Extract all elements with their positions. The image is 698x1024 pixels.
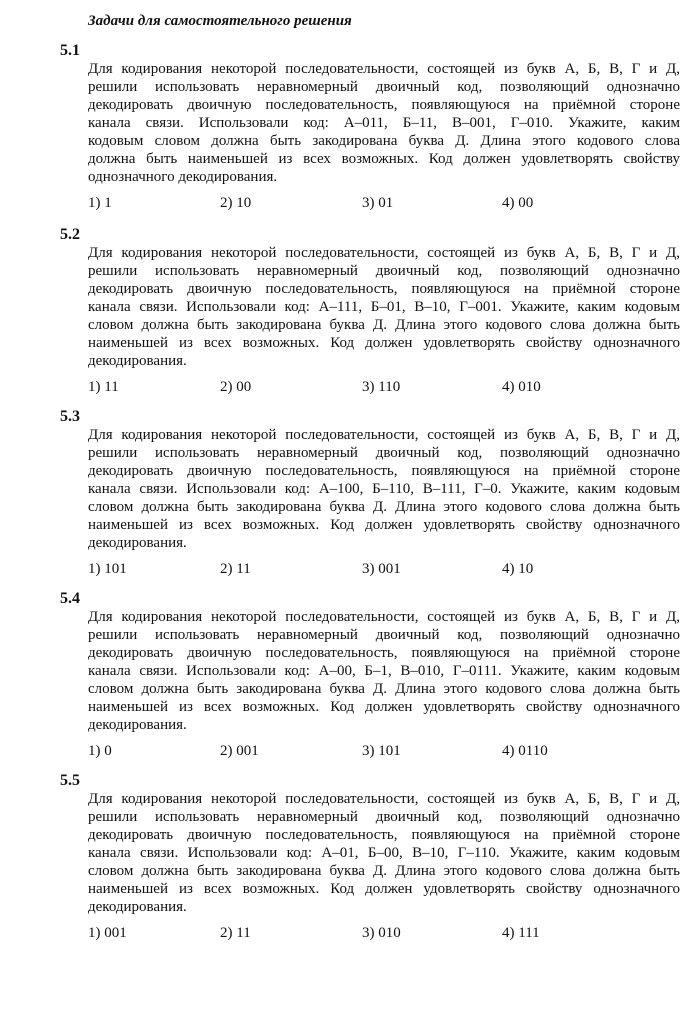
answer-option: 3) 001 [362,561,401,577]
answer-option: 1) 101 [88,561,127,577]
answer-option: 1) 001 [88,925,127,941]
text-line: канала связи. Использовали код: А–111, Б–01, В–10, Г–001. Укажите, каким кодовым [88,299,680,315]
text-line: декодирования. [88,535,187,551]
text-line: декодировать двоичную последовательность, появляющуюся на приёмной стороне [88,463,680,479]
problem-number: 5.1 [60,42,80,59]
text-line: наименьшей из всех возможных. Код должен удовлетворять свойству однозначного [88,699,680,715]
answer-option: 4) 010 [502,379,541,395]
text-line: должна быть наименьшей из всех возможных. Код должен удовлетворять свойству [88,151,680,167]
answer-option: 1) 1 [88,195,112,211]
answer-options [0,742,698,760]
answer-option: 2) 11 [220,561,251,577]
text-line: декодировать двоичную последовательность, появляющуюся на приёмной стороне [88,827,680,843]
answer-option: 4) 00 [502,195,534,211]
text-line: решили использовать неравномерный двоичный код, позволяющий однозначно [88,809,680,825]
text-line: кодовым словом должна быть закодирована буква Д. Длина этого кодового слова [88,133,680,149]
answer-option: 3) 110 [362,379,401,395]
text-line: канала связи. Использовали код: А–011, Б–11, В–001, Г–010. Укажите, каким [88,115,680,131]
problem-text [88,426,680,552]
problem-number: 5.2 [60,226,80,243]
text-line: канала связи. Использовали код: А–100, Б–110, В–111, Г–0. Укажите, каким кодовым [88,481,680,497]
problem-number: 5.5 [60,772,80,789]
answer-option: 1) 0 [88,743,112,759]
problem-text [88,60,680,186]
problem-number: 5.3 [60,408,80,425]
text-line: наименьшей из всех возможных. Код должен удовлетворять свойству однозначного [88,881,680,897]
text-line: словом должна быть закодирована буква Д. Длина этого кодового слова должна быть [88,681,680,697]
text-line: декодировать двоичную последовательность, появляющуюся на приёмной стороне [88,97,680,113]
answer-options [0,194,698,212]
answer-option: 1) 11 [88,379,119,395]
text-line: наименьшей из всех возможных. Код должен удовлетворять свойству однозначного [88,517,680,533]
text-line: Для кодирования некоторой последовательности, состоящей из букв А, Б, В, Г и Д, [88,245,680,261]
answer-options [0,378,698,396]
text-line: решили использовать неравномерный двоичный код, позволяющий однозначно [88,263,680,279]
text-line: Для кодирования некоторой последовательности, состоящей из букв А, Б, В, Г и Д, [88,61,680,77]
text-line: Для кодирования некоторой последовательности, состоящей из букв А, Б, В, Г и Д, [88,427,680,443]
text-line: декодировать двоичную последовательность, появляющуюся на приёмной стороне [88,645,680,661]
text-line: Для кодирования некоторой последовательности, состоящей из букв А, Б, В, Г и Д, [88,609,680,625]
answer-option: 2) 001 [220,743,259,759]
text-line: декодирования. [88,899,187,915]
text-line: решили использовать неравномерный двоичный код, позволяющий однозначно [88,445,680,461]
answer-option: 4) 10 [502,561,534,577]
text-line: канала связи. Использовали код: А–00, Б–1, В–010, Г–0111. Укажите, каким кодовым [88,663,680,679]
problem-text [88,790,680,916]
answer-option: 3) 010 [362,925,401,941]
section-title: Задачи для самостоятельного решения [88,13,352,29]
text-line: словом должна быть закодирована буква Д. Длина этого кодового слова должна быть [88,317,680,333]
answer-option: 4) 111 [502,925,540,941]
answer-option: 2) 11 [220,925,251,941]
answer-option: 4) 0110 [502,743,548,759]
answer-option: 3) 101 [362,743,401,759]
answer-option: 2) 10 [220,195,252,211]
problem-text [88,244,680,370]
text-line: решили использовать неравномерный двоичный код, позволяющий однозначно [88,627,680,643]
answer-option: 3) 01 [362,195,394,211]
problem-text [88,608,680,734]
text-line: декодирования. [88,353,187,369]
text-line: словом должна быть закодирована буква Д. Длина этого кодового слова должна быть [88,499,680,515]
text-line: канала связи. Использовали код: А–01, Б–00, В–10, Г–110. Укажите, каким кодовым [88,845,680,861]
text-line: декодирования. [88,717,187,733]
text-line: наименьшей из всех возможных. Код должен удовлетворять свойству однозначного [88,335,680,351]
text-line: решили использовать неравномерный двоичный код, позволяющий однозначно [88,79,680,95]
text-line: словом должна быть закодирована буква Д. Длина этого кодового слова должна быть [88,863,680,879]
answer-option: 2) 00 [220,379,252,395]
answer-options [0,924,698,942]
text-line: однозначного декодирования. [88,169,278,185]
text-line: декодировать двоичную последовательность, появляющуюся на приёмной стороне [88,281,680,297]
text-line: Для кодирования некоторой последовательности, состоящей из букв А, Б, В, Г и Д, [88,791,680,807]
problem-number: 5.4 [60,590,80,607]
answer-options [0,560,698,578]
